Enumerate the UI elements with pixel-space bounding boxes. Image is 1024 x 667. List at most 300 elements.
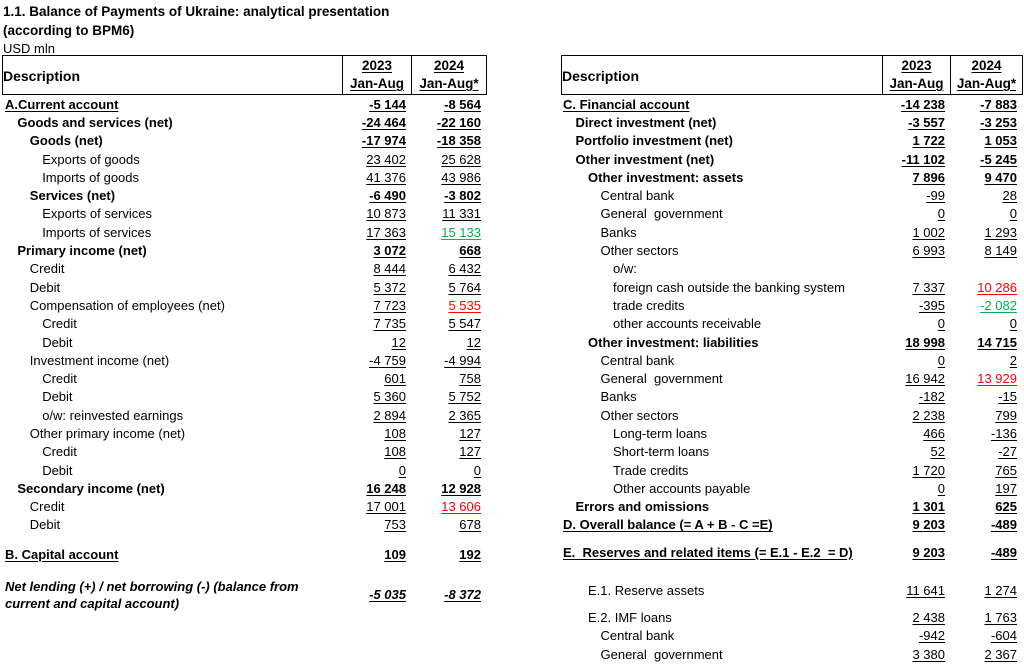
value-2024: 799	[995, 407, 1017, 423]
row-label: Goods (net)	[29, 133, 103, 149]
value-2024-cell	[951, 296, 1023, 314]
row-label: o/w:	[613, 261, 637, 277]
column-header-2023	[882, 56, 950, 94]
value-2023: -17 974	[361, 133, 406, 149]
row-label: Central bank	[600, 628, 675, 644]
row-label: Credit	[42, 316, 77, 332]
value-2023: -4 759	[369, 352, 406, 368]
table-row	[2, 296, 487, 314]
column-header-2024	[411, 56, 486, 94]
value-2023-cell	[343, 498, 412, 516]
value-2023-cell	[343, 113, 412, 131]
value-2024-cell	[951, 351, 1023, 369]
row-label-cell	[561, 186, 883, 204]
spacer-row	[2, 563, 487, 576]
value-2024-cell	[951, 608, 1023, 626]
row-label-cell	[561, 645, 883, 663]
value-2023: 108	[384, 425, 406, 441]
value-2023: 5 372	[373, 279, 406, 295]
value-2023-cell	[343, 223, 412, 241]
value-2024: -2 082	[980, 297, 1017, 313]
table-row	[2, 576, 487, 613]
row-label: foreign cash outside the banking system	[613, 279, 845, 295]
value-2024: 11 331	[442, 206, 481, 222]
value-2023-cell	[883, 150, 951, 168]
value-2023-cell	[343, 278, 412, 296]
row-label: Long-term loans	[613, 425, 707, 441]
row-label: Secondary income (net)	[17, 480, 165, 496]
table-row	[2, 315, 487, 333]
value-2023: 6 993	[912, 243, 945, 259]
value-2024-cell	[412, 461, 487, 479]
value-2024: -489	[990, 517, 1017, 533]
value-2024-cell	[951, 627, 1023, 645]
value-2023-cell	[883, 516, 951, 534]
value-2023-cell	[883, 296, 951, 314]
value-2024: 2 367	[984, 646, 1017, 662]
row-label-cell	[561, 388, 883, 406]
row-label-cell	[561, 581, 883, 599]
value-2023: 18 998	[905, 334, 945, 350]
value-2023: 109	[384, 546, 406, 562]
row-label: Debit	[29, 279, 61, 295]
row-label: o/w: reinvested earnings	[42, 407, 184, 423]
table-row	[561, 608, 1023, 626]
row-label-cell	[561, 461, 883, 479]
value-2023: 601	[384, 371, 406, 387]
row-label: trade credits	[613, 297, 685, 313]
value-2023: 16 248	[366, 480, 406, 496]
table-row	[2, 150, 487, 168]
value-2024: -18 358	[436, 133, 481, 149]
table-row	[2, 406, 487, 424]
value-2023-cell	[343, 260, 412, 278]
value-2023-cell	[883, 645, 951, 663]
period-2024-label: Jan-Aug*	[419, 76, 479, 91]
value-2023: 11 641	[906, 582, 945, 598]
value-2024: -4 994	[444, 352, 481, 368]
value-2023-cell	[883, 241, 951, 259]
table-row	[561, 581, 1023, 599]
value-2023-cell	[343, 406, 412, 424]
value-2024-cell	[412, 369, 487, 387]
row-label: E.1. Reserve assets	[588, 582, 705, 598]
period-2023-label: Jan-Aug	[350, 76, 404, 91]
row-label-cell	[561, 443, 883, 461]
row-label: Central bank	[600, 352, 675, 368]
spacer-row	[561, 571, 1023, 581]
value-2024: 5 764	[448, 279, 481, 295]
value-2023: 0	[398, 462, 406, 478]
value-2023: -3 557	[908, 114, 945, 130]
table-row	[561, 406, 1023, 424]
value-2024-cell	[951, 150, 1023, 168]
value-2023: 23 402	[366, 151, 406, 167]
value-2024-cell	[412, 168, 487, 186]
value-2024-cell	[412, 132, 487, 150]
row-label-cell	[561, 260, 883, 278]
value-2024-cell	[951, 424, 1023, 442]
value-2024: 8 149	[984, 243, 1017, 259]
row-label: Compensation of employees (net)	[29, 297, 225, 313]
value-2024: 6 432	[448, 261, 481, 277]
value-2023: 10 873	[366, 206, 406, 222]
value-2023-cell	[883, 443, 951, 461]
row-label-cell	[561, 296, 883, 314]
value-2024-cell	[412, 424, 487, 442]
value-2023-cell	[883, 424, 951, 442]
row-label-cell	[561, 241, 883, 259]
table-row	[2, 132, 487, 150]
row-label: Credit	[42, 371, 77, 387]
value-2024: -7 883	[980, 96, 1017, 112]
row-label: General government	[600, 371, 723, 387]
right-table	[561, 55, 1023, 663]
value-2024-cell	[412, 113, 487, 131]
value-2023-cell	[883, 369, 951, 387]
value-2023: 12	[391, 334, 406, 350]
value-2023-cell	[343, 516, 412, 534]
value-2024-cell	[412, 545, 487, 563]
value-2023: 17 363	[366, 224, 406, 240]
row-label: Debit	[29, 517, 61, 533]
value-2024: -5 245	[980, 151, 1017, 167]
value-2024: -22 160	[436, 114, 481, 130]
row-label: Credit	[42, 444, 77, 460]
value-2023: -395	[918, 297, 945, 313]
value-2024-cell	[951, 479, 1023, 497]
row-label: Other accounts payable	[613, 480, 751, 496]
value-2023-cell	[883, 581, 951, 599]
row-label: C. Financial account	[563, 96, 690, 112]
table-row	[2, 516, 487, 534]
row-label: Exports of services	[42, 206, 153, 222]
row-label: Other sectors	[600, 243, 679, 259]
table-row	[2, 424, 487, 442]
value-2024: 12	[466, 334, 481, 350]
row-label-cell	[2, 351, 343, 369]
row-label-cell	[2, 498, 343, 516]
value-2023: 5 360	[373, 389, 406, 405]
row-label: E.2. IMF loans	[588, 610, 672, 626]
value-2024-cell	[412, 406, 487, 424]
row-label-cell	[561, 608, 883, 626]
value-2024: 9 470	[984, 169, 1017, 185]
table-row	[2, 260, 487, 278]
row-label: E. Reserves and related items (= E.1 - E.2 = D)	[563, 545, 853, 561]
value-2023: -5 035	[369, 587, 406, 603]
value-2023: 0	[937, 206, 945, 222]
row-label-cell	[561, 516, 883, 534]
row-label-cell	[2, 479, 343, 497]
table-row	[561, 223, 1023, 241]
value-2024-cell	[951, 132, 1023, 150]
value-2024-cell	[951, 260, 1023, 278]
value-2024: 15 133	[441, 224, 481, 240]
value-2023-cell	[343, 205, 412, 223]
row-label: Banks	[600, 224, 637, 240]
row-label-cell	[2, 406, 343, 424]
row-label-cell	[561, 168, 883, 186]
row-label-cell	[2, 369, 343, 387]
value-2024-cell	[951, 461, 1023, 479]
table-row	[561, 95, 1023, 113]
value-2023: 8 444	[373, 261, 406, 277]
value-2023: 7 337	[912, 279, 945, 295]
value-2023: 7 896	[912, 169, 945, 185]
value-2023: 16 942	[905, 371, 945, 387]
value-2024: 197	[995, 480, 1017, 496]
value-2024-cell	[951, 645, 1023, 663]
value-2024-cell	[951, 223, 1023, 241]
row-label-cell	[561, 369, 883, 387]
value-2023: 3 072	[373, 243, 406, 259]
value-2024-cell	[412, 479, 487, 497]
value-2023-cell	[343, 241, 412, 259]
table-row	[561, 627, 1023, 645]
table-row	[2, 369, 487, 387]
row-label: Portfolio investment (net)	[575, 133, 733, 149]
table-row	[2, 479, 487, 497]
value-2024: 10 286	[977, 279, 1017, 295]
row-label: Imports of services	[42, 224, 152, 240]
value-2023: 41 376	[366, 169, 406, 185]
value-2024-cell	[412, 223, 487, 241]
value-2023: 7 723	[373, 297, 406, 313]
table-row	[561, 424, 1023, 442]
value-2024-cell	[412, 333, 487, 351]
table-row	[561, 278, 1023, 296]
value-2024: 25 628	[441, 151, 481, 167]
value-2024: 1 763	[984, 610, 1017, 626]
row-label-cell	[2, 333, 343, 351]
value-2023-cell	[883, 333, 951, 351]
right-table-body	[561, 95, 1023, 663]
year-2023-label: 2023	[901, 58, 932, 73]
row-label: Imports of goods	[42, 169, 140, 185]
table-row	[2, 168, 487, 186]
column-header-description: Description	[562, 68, 640, 84]
table-row	[2, 95, 487, 113]
row-label-cell	[561, 223, 883, 241]
value-2024-cell	[951, 278, 1023, 296]
unit-label: USD mln	[3, 41, 56, 56]
value-2024-cell	[951, 581, 1023, 599]
row-label: Debit	[42, 389, 73, 405]
row-label-cell	[2, 516, 343, 534]
row-label: D. Overall balance (= A + B - C =E)	[563, 517, 773, 533]
table-row	[561, 516, 1023, 534]
row-label-cell	[561, 315, 883, 333]
value-2024-cell	[951, 516, 1023, 534]
value-2024: 43 986	[441, 169, 481, 185]
value-2023: 0	[937, 352, 945, 368]
row-label: Central bank	[600, 188, 675, 204]
page-subtitle: (according to BPM6)	[3, 23, 135, 38]
value-2024: 2 365	[448, 407, 481, 423]
value-2023: 1 722	[912, 133, 945, 149]
value-2023-cell	[883, 278, 951, 296]
value-2023-cell	[343, 351, 412, 369]
value-2024-cell	[951, 388, 1023, 406]
table-row	[561, 205, 1023, 223]
value-2024-cell	[951, 498, 1023, 516]
value-2024: 0	[1009, 316, 1017, 332]
row-label-cell	[2, 461, 343, 479]
row-label: Credit	[29, 499, 65, 515]
value-2024: 2	[1009, 352, 1017, 368]
value-2024: 13 929	[977, 371, 1017, 387]
value-2023-cell	[343, 132, 412, 150]
value-2024-cell	[951, 241, 1023, 259]
row-label: Direct investment (net)	[575, 114, 717, 130]
value-2024-cell	[951, 534, 1023, 571]
table-row	[2, 113, 487, 131]
value-2024: 127	[459, 444, 481, 460]
row-label-cell	[2, 95, 343, 113]
row-label-cell	[561, 627, 883, 645]
table-row	[561, 113, 1023, 131]
value-2023-cell	[883, 627, 951, 645]
row-label: Short-term loans	[613, 444, 710, 460]
row-label-cell	[561, 132, 883, 150]
row-label-cell	[2, 150, 343, 168]
value-2023-cell	[883, 223, 951, 241]
row-label: General government	[600, 206, 723, 222]
value-2023-cell	[883, 479, 951, 497]
table-row	[2, 545, 487, 563]
year-2023-label: 2023	[361, 58, 393, 73]
title-block	[3, 2, 389, 57]
spacer-row	[2, 534, 487, 545]
value-2024: 625	[995, 499, 1017, 515]
value-2023: 9 203	[912, 545, 945, 561]
value-2024-cell	[412, 315, 487, 333]
value-2024-cell	[412, 296, 487, 314]
value-2023-cell	[883, 113, 951, 131]
value-2024: 28	[1002, 188, 1017, 204]
row-label-cell	[2, 260, 343, 278]
row-label-cell	[2, 168, 343, 186]
row-label-cell	[561, 150, 883, 168]
row-label-cell	[561, 113, 883, 131]
row-label-cell	[561, 534, 883, 571]
value-2023-cell	[883, 168, 951, 186]
value-2023-cell	[343, 424, 412, 442]
value-2024-cell	[412, 260, 487, 278]
value-2023-cell	[343, 333, 412, 351]
value-2024: 0	[473, 462, 481, 478]
value-2024-cell	[412, 576, 487, 613]
value-2024: 0	[1009, 206, 1017, 222]
value-2024: -489	[990, 545, 1017, 561]
right-table-header	[561, 55, 1023, 95]
value-2023-cell	[883, 498, 951, 516]
row-label-cell	[561, 424, 883, 442]
row-label: Other primary income (net)	[29, 425, 186, 441]
table-row	[561, 315, 1023, 333]
value-2023-cell	[883, 132, 951, 150]
value-2024-cell	[412, 443, 487, 461]
value-2023: 466	[923, 425, 945, 441]
row-label: Debit	[42, 462, 73, 478]
value-2023-cell	[883, 388, 951, 406]
value-2024: 12 928	[441, 480, 481, 496]
row-label-cell	[561, 479, 883, 497]
row-label: Other investment (net)	[575, 151, 715, 167]
table-row	[561, 369, 1023, 387]
spacer-row	[561, 599, 1023, 608]
row-label: Other investment: liabilities	[588, 334, 759, 350]
value-2023-cell	[343, 369, 412, 387]
value-2024-cell	[412, 516, 487, 534]
value-2023-cell	[883, 315, 951, 333]
table-row	[561, 534, 1023, 571]
table-row	[2, 333, 487, 351]
value-2024-cell	[951, 168, 1023, 186]
table-row	[2, 278, 487, 296]
row-label: Debit	[42, 334, 73, 350]
left-table	[2, 55, 487, 613]
table-row	[2, 351, 487, 369]
value-2023-cell	[883, 608, 951, 626]
column-header-2024	[950, 56, 1022, 94]
row-label: Services (net)	[29, 188, 116, 204]
value-2023: 3 380	[912, 646, 945, 662]
row-label-cell	[2, 424, 343, 442]
row-label: Other sectors	[600, 407, 679, 423]
row-label-cell	[561, 278, 883, 296]
row-label: other accounts receivable	[613, 316, 762, 332]
row-label-cell	[561, 498, 883, 516]
value-2023: -14 238	[900, 96, 945, 112]
value-2024: 13 606	[441, 499, 481, 515]
value-2023: 2 438	[912, 610, 945, 626]
table-row	[561, 461, 1023, 479]
value-2023: 1 720	[912, 462, 945, 478]
value-2023-cell	[343, 545, 412, 563]
row-label: Exports of goods	[42, 151, 140, 167]
value-2023-cell	[883, 534, 951, 571]
value-2024: 5 547	[448, 316, 481, 332]
value-2023: 1 002	[912, 224, 945, 240]
row-label-cell	[2, 296, 343, 314]
value-2024: 758	[459, 371, 481, 387]
row-label-cell	[2, 132, 343, 150]
value-2023: 2 238	[912, 407, 945, 423]
value-2023: -24 464	[361, 114, 406, 130]
table-row	[561, 241, 1023, 259]
value-2023: 1 301	[912, 499, 945, 515]
table-row	[561, 498, 1023, 516]
table-row	[561, 645, 1023, 663]
value-2024: 192	[459, 546, 481, 562]
left-table-body	[2, 95, 487, 613]
value-2024-cell	[412, 388, 487, 406]
value-2024: 765	[995, 462, 1017, 478]
value-2024-cell	[951, 205, 1023, 223]
row-label-cell	[2, 443, 343, 461]
value-2023: 17 001	[366, 499, 406, 515]
value-2024: 1 053	[984, 133, 1017, 149]
value-2024: -604	[990, 628, 1017, 644]
value-2024-cell	[951, 443, 1023, 461]
value-2023: 753	[384, 517, 406, 533]
table-row	[561, 388, 1023, 406]
row-label-cell	[561, 406, 883, 424]
table-row	[2, 241, 487, 259]
value-2024: 5 752	[448, 389, 481, 405]
